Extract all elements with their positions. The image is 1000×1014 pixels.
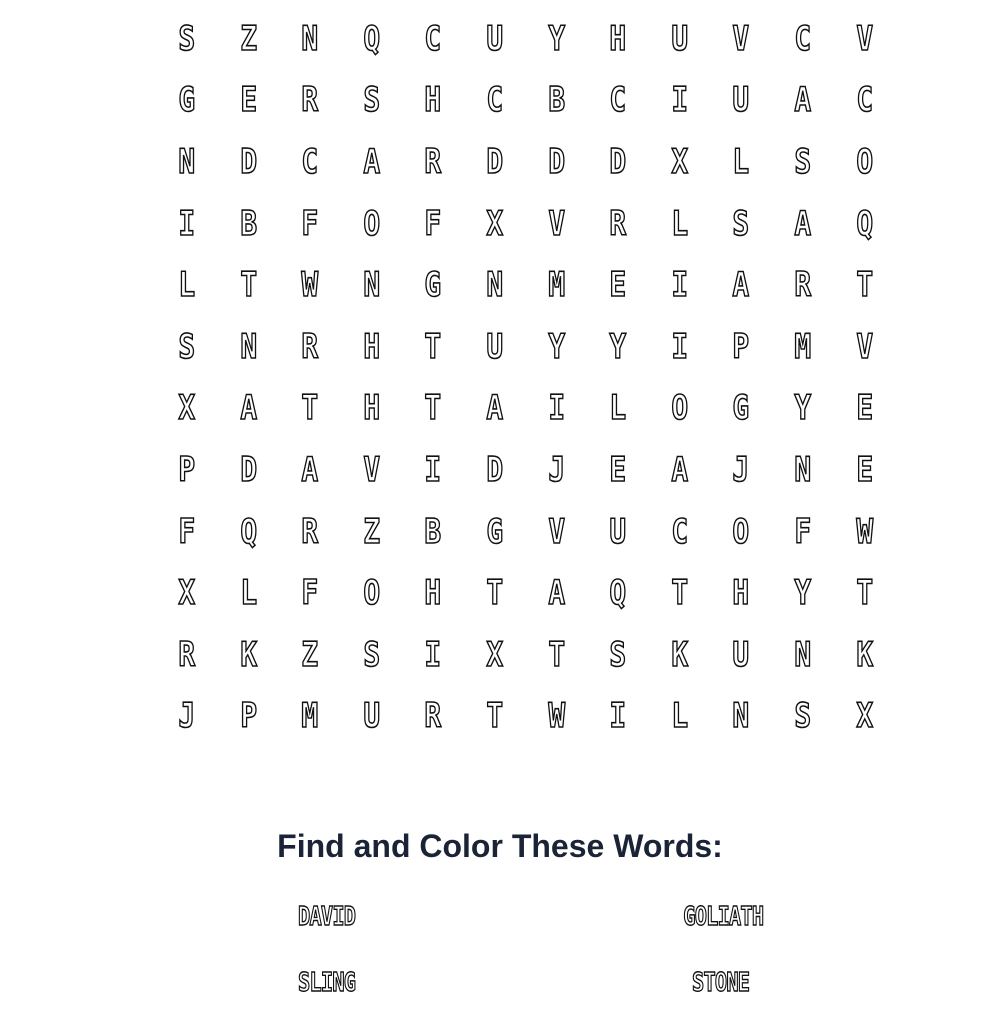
grid-letter-cell[interactable]: X <box>178 573 196 614</box>
grid-letter-cell[interactable]: B <box>424 511 442 552</box>
grid-letter-cell[interactable]: S <box>794 696 812 737</box>
grid-letter-cell[interactable]: G <box>178 80 196 121</box>
grid-letter-cell[interactable]: D <box>239 449 257 490</box>
grid-letter-cell[interactable]: H <box>609 18 627 59</box>
grid-letter-cell[interactable]: G <box>424 265 442 306</box>
grid-letter-cell[interactable]: Y <box>547 18 565 59</box>
grid-letter-cell[interactable]: E <box>855 388 873 429</box>
word-list <box>0 894 1000 1014</box>
grid-letter-cell[interactable]: S <box>609 634 627 675</box>
grid-letter-cell[interactable]: E <box>239 80 257 121</box>
grid-letter-cell[interactable]: O <box>363 203 380 244</box>
grid-letter-cell[interactable]: O <box>855 141 873 182</box>
grid-letter-cell[interactable]: A <box>547 573 565 614</box>
grid-letter-cell[interactable]: Q <box>609 573 627 614</box>
grid-letter-cell[interactable]: P <box>178 449 196 490</box>
grid-letter-cell[interactable]: D <box>547 141 565 182</box>
grid-letter-cell[interactable]: A <box>486 388 504 429</box>
grid-letter-cell[interactable]: O <box>732 511 750 552</box>
grid-letter-cell[interactable]: K <box>239 634 257 675</box>
grid-letter-cell[interactable]: T <box>486 696 504 737</box>
grid-letter-cell[interactable]: O <box>671 388 688 429</box>
grid-letter-cell[interactable]: X <box>671 141 688 182</box>
grid-letter-cell[interactable]: R <box>301 80 319 121</box>
grid-letter-cell[interactable]: B <box>239 203 257 244</box>
grid-letter-cell[interactable]: N <box>794 449 812 490</box>
grid-letter-cell[interactable]: K <box>855 634 873 675</box>
grid-letter-cell[interactable]: U <box>609 511 627 552</box>
grid-letter-cell[interactable]: H <box>424 573 442 614</box>
grid-letter-cell[interactable]: L <box>671 203 688 244</box>
grid-letter-cell[interactable]: R <box>301 511 319 552</box>
grid-letter-cell[interactable]: W <box>855 511 873 552</box>
grid-letter-cell[interactable]: M <box>301 696 319 737</box>
grid-letter-cell[interactable]: S <box>178 18 196 59</box>
grid-letter-cell[interactable]: V <box>732 18 750 59</box>
grid-letter-cell[interactable]: Q <box>855 203 873 244</box>
grid-letter-cell[interactable]: D <box>239 141 257 182</box>
grid-letter-cell[interactable]: F <box>178 511 196 552</box>
grid-letter-cell[interactable]: D <box>486 449 504 490</box>
grid-letter-cell[interactable]: N <box>301 18 319 59</box>
grid-letter-cell[interactable]: I <box>671 265 688 306</box>
grid-letter-cell[interactable]: R <box>609 203 627 244</box>
grid-letter-cell[interactable]: I <box>671 326 688 367</box>
grid-letter-cell[interactable]: P <box>239 696 257 737</box>
grid-letter-cell[interactable]: W <box>301 265 319 306</box>
grid-letter-cell[interactable]: Q <box>363 18 380 59</box>
grid-letter-cell[interactable]: X <box>178 388 196 429</box>
grid-letter-cell[interactable]: U <box>486 18 504 59</box>
grid-letter-cell[interactable]: T <box>301 388 319 429</box>
grid-letter-cell[interactable]: F <box>301 203 319 244</box>
word-item: SLING <box>298 968 356 998</box>
grid-letter-cell[interactable]: I <box>609 696 627 737</box>
grid-letter-cell[interactable]: U <box>486 326 504 367</box>
grid-letter-cell[interactable]: C <box>609 80 627 121</box>
grid-letter-cell[interactable]: Z <box>301 634 319 675</box>
grid-letter-cell[interactable]: T <box>671 573 688 614</box>
grid-letter-cell[interactable]: G <box>486 511 504 552</box>
grid-letter-cell[interactable]: I <box>547 388 565 429</box>
grid-letter-cell[interactable]: Y <box>547 326 565 367</box>
grid-letter-cell[interactable]: S <box>732 203 750 244</box>
grid-letter-cell[interactable]: C <box>301 141 319 182</box>
grid-letter-cell[interactable]: W <box>547 696 565 737</box>
grid-letter-cell[interactable]: Z <box>363 511 380 552</box>
grid-letter-cell[interactable]: A <box>671 449 688 490</box>
grid-letter-cell[interactable]: Y <box>794 573 812 614</box>
grid-letter-cell[interactable]: H <box>363 388 380 429</box>
grid-letter-cell[interactable]: A <box>363 141 380 182</box>
grid-letter-cell[interactable]: A <box>794 203 812 244</box>
grid-letter-cell[interactable]: C <box>855 80 873 121</box>
word-search-grid <box>156 8 895 747</box>
grid-letter-cell[interactable]: X <box>855 696 873 737</box>
grid-letter-cell[interactable]: E <box>609 449 627 490</box>
grid-letter-cell[interactable]: F <box>301 573 319 614</box>
grid-letter-cell[interactable]: L <box>239 573 257 614</box>
grid-letter-cell[interactable]: A <box>239 388 257 429</box>
grid-letter-cell[interactable]: H <box>732 573 750 614</box>
grid-letter-cell[interactable]: T <box>486 573 504 614</box>
grid-letter-cell[interactable]: Y <box>609 326 627 367</box>
grid-letter-cell[interactable]: O <box>363 573 380 614</box>
grid-letter-cell[interactable]: L <box>609 388 627 429</box>
grid-letter-cell[interactable]: A <box>794 80 812 121</box>
grid-letter-cell[interactable]: Y <box>794 388 812 429</box>
grid-letter-cell[interactable]: V <box>363 449 380 490</box>
grid-letter-cell[interactable]: A <box>732 265 750 306</box>
grid-letter-cell[interactable]: B <box>547 80 565 121</box>
grid-letter-cell[interactable]: U <box>363 696 380 737</box>
grid-letter-cell[interactable]: N <box>732 696 750 737</box>
grid-letter-cell[interactable]: V <box>547 203 565 244</box>
grid-letter-cell[interactable]: L <box>178 265 196 306</box>
grid-letter-cell[interactable]: C <box>424 18 442 59</box>
word-item: STONE <box>692 968 750 998</box>
grid-letter-cell[interactable]: G <box>732 388 750 429</box>
grid-letter-cell[interactable]: J <box>547 449 565 490</box>
grid-letter-cell[interactable]: E <box>855 449 873 490</box>
grid-letter-cell[interactable]: V <box>855 326 873 367</box>
grid-letter-cell[interactable]: I <box>424 449 442 490</box>
grid-letter-cell[interactable]: H <box>424 80 442 121</box>
grid-letter-cell[interactable]: V <box>855 18 873 59</box>
word-list-title: Find and Color These Words: <box>277 828 723 864</box>
grid-letter-cell[interactable]: R <box>794 265 812 306</box>
grid-letter-cell[interactable]: D <box>609 141 627 182</box>
grid-letter-cell[interactable]: C <box>486 80 504 121</box>
grid-letter-cell[interactable]: V <box>547 511 565 552</box>
grid-letter-cell[interactable]: R <box>424 141 442 182</box>
grid-letter-cell[interactable]: X <box>486 634 504 675</box>
grid-letter-cell[interactable]: J <box>178 696 196 737</box>
word-item: GOLIATH <box>683 902 764 932</box>
word-item: DAVID <box>298 902 356 932</box>
grid-letter-cell[interactable]: I <box>424 634 442 675</box>
grid-letter-cell[interactable]: R <box>424 696 442 737</box>
grid-letter-cell[interactable]: L <box>732 141 750 182</box>
grid-letter-cell[interactable]: F <box>424 203 442 244</box>
grid-letter-cell[interactable]: I <box>671 80 688 121</box>
grid-letter-cell[interactable]: N <box>178 141 196 182</box>
grid-letter-cell[interactable]: P <box>732 326 750 367</box>
grid-letter-cell[interactable]: T <box>547 634 565 675</box>
grid-letter-cell[interactable]: N <box>486 265 504 306</box>
grid-letter-cell[interactable]: Z <box>239 18 257 59</box>
grid-letter-cell[interactable]: F <box>794 511 812 552</box>
grid-letter-cell[interactable]: S <box>178 326 196 367</box>
grid-letter-cell[interactable]: R <box>178 634 196 675</box>
grid-letter-cell[interactable]: R <box>301 326 319 367</box>
grid-letter-cell[interactable]: K <box>671 634 688 675</box>
grid-letter-cell[interactable]: T <box>855 573 873 614</box>
grid-letter-cell[interactable]: I <box>178 203 196 244</box>
grid-letter-cell[interactable]: D <box>486 141 504 182</box>
grid-letter-cell[interactable]: N <box>794 634 812 675</box>
grid-letter-cell[interactable]: M <box>794 326 812 367</box>
grid-letter-cell[interactable]: T <box>424 326 442 367</box>
grid-letter-cell[interactable]: X <box>486 203 504 244</box>
grid-letter-cell[interactable]: M <box>547 265 565 306</box>
grid-letter-cell[interactable]: U <box>732 634 750 675</box>
grid-letter-cell[interactable]: A <box>301 449 319 490</box>
grid-letter-cell[interactable]: E <box>609 265 627 306</box>
grid-letter-cell[interactable]: N <box>363 265 380 306</box>
grid-letter-cell[interactable]: U <box>671 18 688 59</box>
grid-letter-cell[interactable]: S <box>363 80 380 121</box>
grid-letter-cell[interactable]: C <box>794 18 812 59</box>
grid-letter-cell[interactable]: S <box>794 141 812 182</box>
grid-letter-cell[interactable]: T <box>424 388 442 429</box>
grid-letter-cell[interactable]: T <box>855 265 873 306</box>
grid-letter-cell[interactable]: N <box>239 326 257 367</box>
grid-letter-cell[interactable]: Q <box>239 511 257 552</box>
grid-letter-cell[interactable]: S <box>363 634 380 675</box>
grid-letter-cell[interactable]: T <box>239 265 257 306</box>
word-list-section <box>0 812 1000 998</box>
grid-letter-cell[interactable]: C <box>671 511 688 552</box>
grid-letter-cell[interactable]: U <box>732 80 750 121</box>
grid-letter-cell[interactable]: H <box>363 326 380 367</box>
grid-letter-cell[interactable]: L <box>671 696 688 737</box>
grid-letter-cell[interactable]: J <box>732 449 750 490</box>
